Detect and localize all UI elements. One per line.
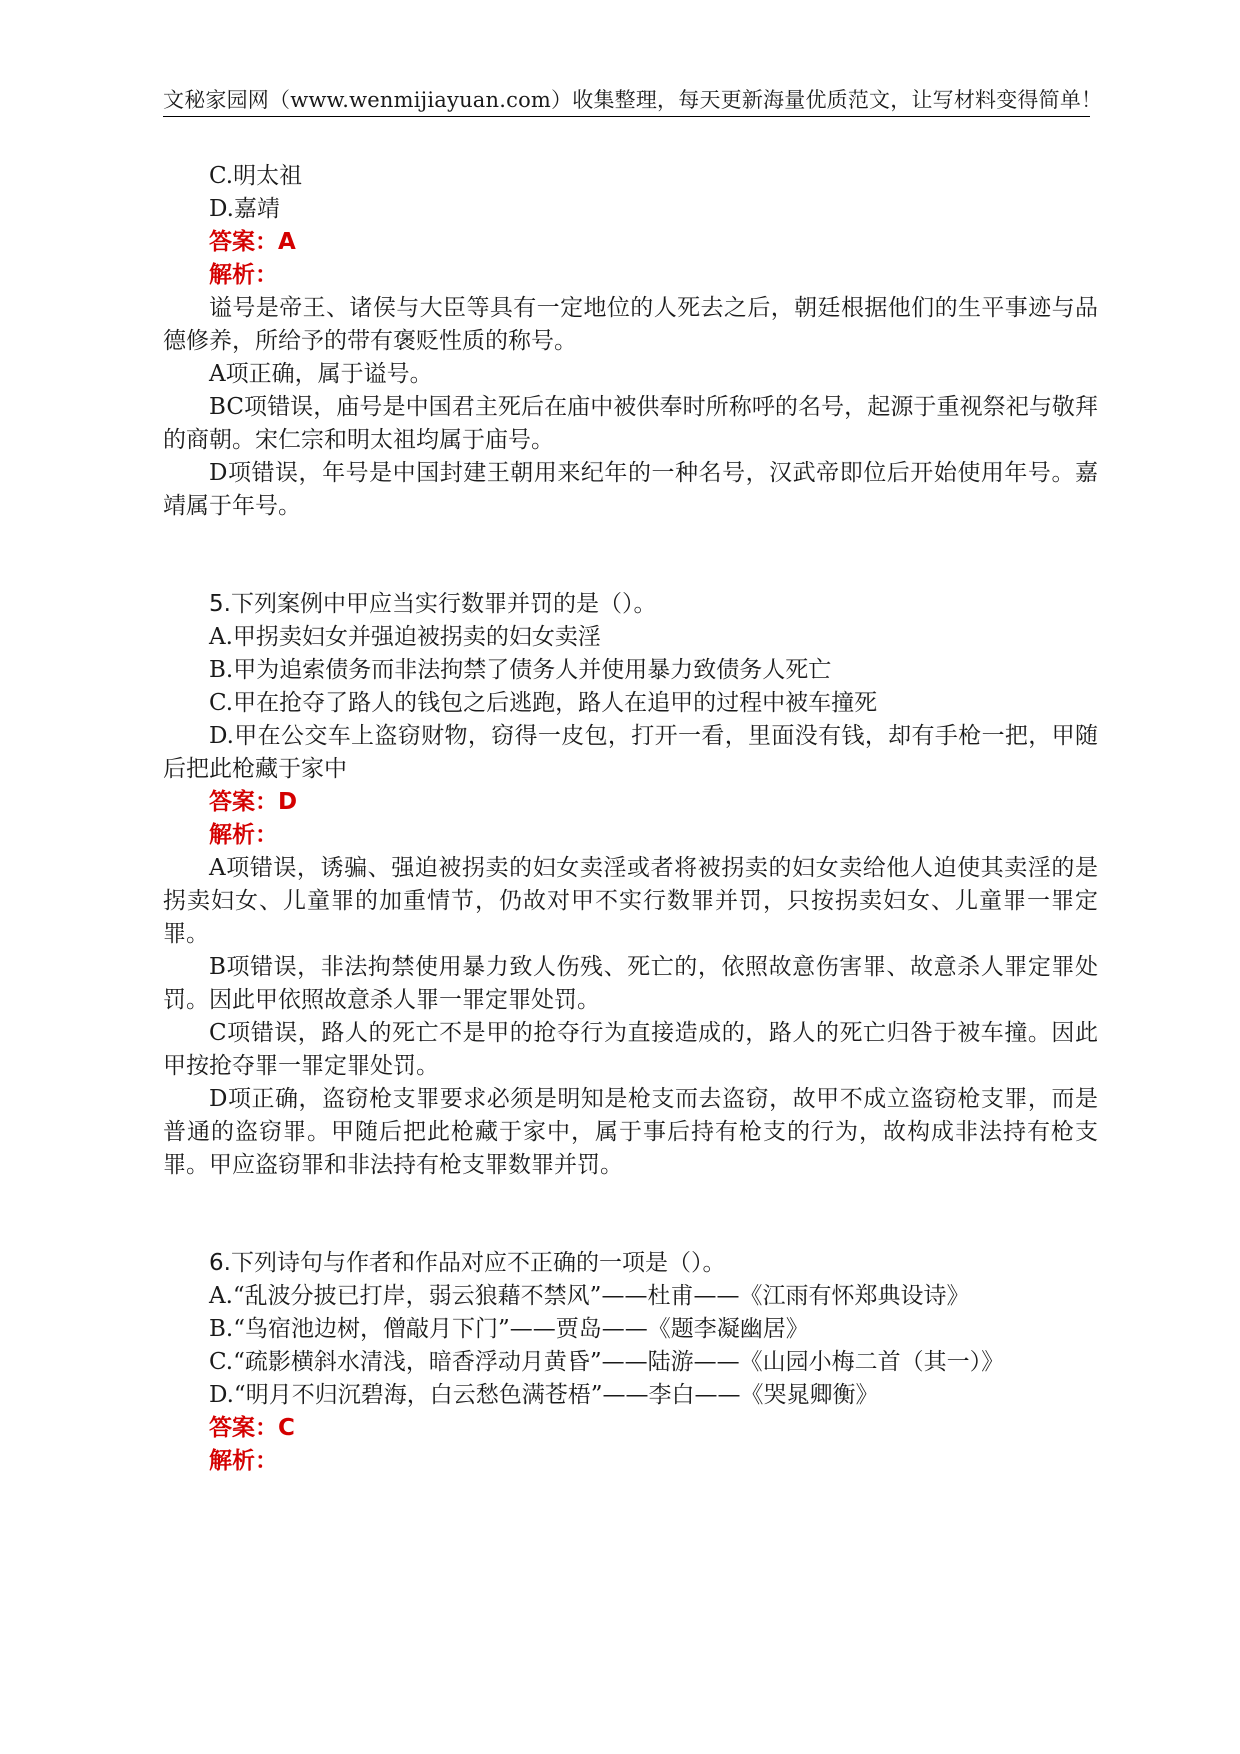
q6-stem-text: 下列诗句与作者和作品对应不正确的一项是（）。 bbox=[230, 1250, 726, 1276]
q5-analysis-p2: B项错误，非法拘禁使用暴力致人伤残、死亡的，依照故意伤害罪、故意杀人罪定罪处罚。因此甲依照故意杀人罪一罪定罪处罚。 bbox=[163, 954, 1098, 1013]
q4-analysis-p4: D项错误，年号是中国封建王朝用来纪年的一种名号，汉武帝即位后开始使用年号。嘉靖属于年号。 bbox=[163, 460, 1098, 519]
q6-stem bbox=[163, 1247, 1098, 1280]
q6-answer: 答案：C bbox=[209, 1415, 295, 1441]
q4-option-c: C.明太祖 bbox=[209, 163, 303, 189]
q5-option-d: D.甲在公交车上盗窃财物，窃得一皮包，打开一看，里面没有钱，却有手枪一把，甲随后把此枪藏于家中 bbox=[163, 723, 1098, 782]
section-gap bbox=[163, 523, 1098, 588]
document-body bbox=[163, 160, 1098, 1478]
q6-option-c: C.“疏影横斜水清浅，暗香浮动月黄昏”——陆游——《山园小梅二首（其一）》 bbox=[209, 1349, 1005, 1375]
q5-number: 5. bbox=[209, 591, 231, 617]
section-gap bbox=[163, 1182, 1098, 1247]
q4-analysis-p3: BC项错误，庙号是中国君主死后在庙中被供奉时所称呼的名号，起源于重视祭祀与敬拜的商朝。宋仁宗和明太祖均属于庙号。 bbox=[163, 394, 1098, 453]
q5-stem bbox=[163, 588, 1098, 621]
q6-number: 6. bbox=[209, 1250, 231, 1276]
q4-analysis-label: 解析： bbox=[209, 262, 278, 288]
q4-analysis-p1: 谥号是帝王、诸侯与大臣等具有一定地位的人死去之后，朝廷根据他们的生平事迹与品德修养，所给予的带有褒贬性质的称号。 bbox=[163, 295, 1098, 354]
q5-analysis-label: 解析： bbox=[209, 822, 278, 848]
q5-option-a: A.甲拐卖妇女并强迫被拐卖的妇女卖淫 bbox=[209, 624, 601, 650]
q4-analysis-p2: A项正确，属于谥号。 bbox=[209, 361, 433, 387]
q5-option-b: B.甲为追索债务而非法拘禁了债务人并使用暴力致债务人死亡 bbox=[209, 657, 832, 683]
q5-stem-text: 下列案例中甲应当实行数罪并罚的是（）。 bbox=[230, 591, 657, 617]
q5-option-c: C.甲在抢夺了路人的钱包之后逃跑，路人在追甲的过程中被车撞死 bbox=[209, 690, 878, 716]
q4-answer: 答案：A bbox=[209, 229, 296, 255]
q4-option-d: D.嘉靖 bbox=[209, 196, 280, 222]
q6-option-b: B.“鸟宿池边树，僧敲月下门”——贾岛——《题李凝幽居》 bbox=[209, 1316, 809, 1342]
q5-answer: 答案：D bbox=[209, 789, 298, 815]
q5-analysis-p3: C项错误，路人的死亡不是甲的抢夺行为直接造成的，路人的死亡归咎于被车撞。因此甲按抢夺罪一罪定罪处罚。 bbox=[163, 1020, 1098, 1079]
q6-analysis-label: 解析： bbox=[209, 1448, 278, 1474]
q5-analysis-p4: D项正确，盗窃枪支罪要求必须是明知是枪支而去盗窃，故甲不成立盗窃枪支罪，而是普通的盗窃罪。甲随后把此枪藏于家中，属于事后持有枪支的行为，故构成非法持有枪支罪。甲应盗窃罪和非法持有枪支罪数罪并罚。 bbox=[163, 1086, 1098, 1178]
q6-option-d: D.“明月不归沉碧海，白云愁色满苍梧”——李白——《哭晁卿衡》 bbox=[209, 1382, 879, 1408]
q6-option-a: A.“乱波分披已打岸，弱云狼藉不禁风”——杜甫——《江雨有怀郑典设诗》 bbox=[209, 1283, 970, 1309]
q5-analysis-p1: A项错误，诱骗、强迫被拐卖的妇女卖淫或者将被拐卖的妇女卖给他人迫使其卖淫的是拐卖妇女、儿童罪的加重情节，仍故对甲不实行数罪并罚，只按拐卖妇女、儿童罪一罪定罪。 bbox=[163, 855, 1098, 947]
page-header: 文秘家园网（www.wenmijiayuan.com）收集整理，每天更新海量优质范文，让写材料变得简单！ bbox=[163, 86, 1090, 117]
